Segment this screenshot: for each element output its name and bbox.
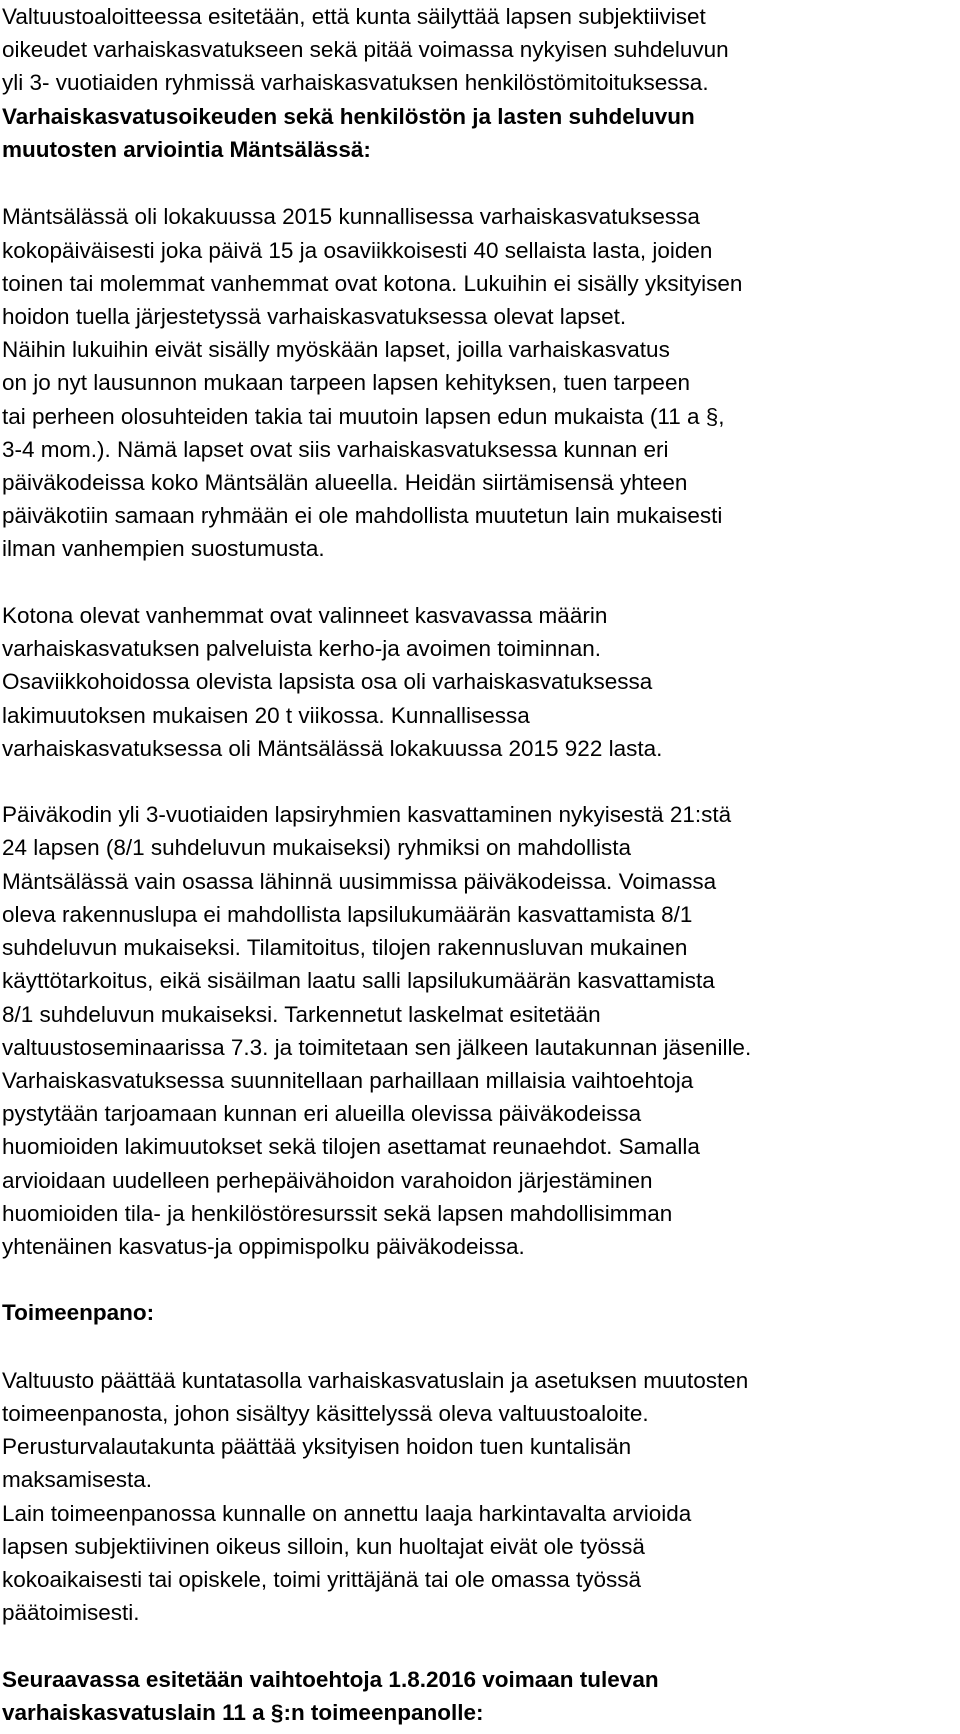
paragraph-line: lapsen subjektiivinen oikeus silloin, kun huoltajat eivät ole työssä	[2, 1533, 645, 1559]
paragraph-line: on jo nyt lausunnon mukaan tarpeen lapsen kehityksen, tuen tarpeen	[2, 370, 690, 396]
paragraph-line: varhaiskasvatuksen palveluista kerho-ja avoimen toiminnan.	[2, 636, 602, 662]
paragraph-line: suhdeluvun mukaiseksi. Tilamitoitus, tilojen rakennusluvan mukainen	[2, 935, 688, 961]
paragraph-line: Varhaiskasvatuksessa suunnitellaan parhaillaan millaisia vaihtoehtoja	[2, 1067, 694, 1093]
paragraph-line: yhtenäinen kasvatus-ja oppimispolku päiväkodeissa.	[2, 1234, 525, 1260]
paragraph-line: päiväkodeissa koko Mäntsälän alueella. Heidän siirtämisensä yhteen	[2, 470, 688, 496]
paragraph-line: Mäntsälässä vain osassa lähinnä uusimmissa päiväkodeissa. Voimassa	[2, 868, 717, 894]
intro-line: yli 3- vuotiaiden ryhmissä varhaiskasvatuksen henkilöstömitoituksessa.	[2, 70, 709, 96]
paragraph-line: hoidon tuella järjestetyssä varhaiskasvatuksessa olevat lapset.	[2, 303, 627, 329]
intro-line: oikeudet varhaiskasvatukseen sekä pitää voimassa nykyisen suhdeluvun	[2, 37, 729, 63]
paragraph-line: maksamisesta.	[2, 1467, 153, 1493]
paragraph-line: toimeenpanosta, johon sisältyy käsittelyssä oleva valtuustoaloite.	[2, 1401, 649, 1427]
paragraph-line: kokopäiväisesti joka päivä 15 ja osaviikkoisesti 40 sellaista lasta, joiden	[2, 237, 713, 263]
section-heading: muutosten arviointia Mäntsälässä:	[2, 136, 371, 162]
section-heading: varhaiskasvatuslain 11 a §:n toimeenpanolle:	[2, 1700, 484, 1725]
paragraph-line: Päiväkodin yli 3-vuotiaiden lapsiryhmien kasvattaminen nykyisestä 21:stä	[2, 802, 732, 828]
paragraph-line: päätoimisesti.	[2, 1600, 140, 1626]
paragraph-line: 24 lapsen (8/1 suhdeluvun mukaiseksi) ryhmiksi on mahdollista	[2, 835, 632, 861]
paragraph-line: pystytään tarjoamaan kunnan eri alueilla olevissa päiväkodeissa	[2, 1101, 642, 1127]
paragraph-line: toinen tai molemmat vanhemmat ovat kotona. Lukuihin ei sisälly yksityisen	[2, 270, 743, 296]
paragraph-line: Näihin lukuihin eivät sisälly myöskään lapset, joilla varhaiskasvatus	[2, 337, 670, 363]
paragraph-line: käyttötarkoitus, eikä sisäilman laatu salli lapsilukumäärän kasvattamista	[2, 968, 715, 994]
paragraph-line: Kotona olevat vanhemmat ovat valinneet kasvavassa määrin	[2, 602, 608, 628]
section-heading: Toimeenpano:	[2, 1300, 155, 1326]
section-heading: Seuraavassa esitetään vaihtoehtoja 1.8.2016 voimaan tulevan	[2, 1666, 659, 1692]
section-heading: Varhaiskasvatusoikeuden sekä henkilöstön ja lasten suhdeluvun	[2, 103, 695, 129]
paragraph-line: Lain toimeenpanossa kunnalle on annettu laaja harkintavalta arvioida	[2, 1500, 692, 1526]
paragraph-line: ilman vanhempien suostumusta.	[2, 536, 325, 562]
paragraph-line: päiväkotiin samaan ryhmään ei ole mahdollista muutetun lain mukaisesti	[2, 503, 723, 529]
paragraph-line: tai perheen olosuhteiden takia tai muutoin lapsen edun mukaista (11 a §,	[2, 403, 725, 429]
paragraph-line: valtuustoseminaarissa 7.3. ja toimitetaan sen jälkeen lautakunnan jäsenille.	[2, 1034, 752, 1060]
paragraph-line: kokoaikaisesti tai opiskele, toimi yrittäjänä tai ole omassa työssä	[2, 1567, 642, 1593]
paragraph-line: huomioiden lakimuutokset sekä tilojen asettamat reunaehdot. Samalla	[2, 1134, 700, 1160]
paragraph-line: 3-4 mom.). Nämä lapset ovat siis varhaiskasvatuksessa kunnan eri	[2, 436, 669, 462]
paragraph-line: Perusturvalautakunta päättää yksityisen hoidon tuen kuntalisän	[2, 1434, 632, 1460]
paragraph-line: Valtuusto päättää kuntatasolla varhaiskasvatuslain ja asetuksen muutosten	[2, 1367, 749, 1393]
paragraph-line: arvioidaan uudelleen perhepäivähoidon varahoidon järjestäminen	[2, 1167, 653, 1193]
paragraph-line: Mäntsälässä oli lokakuussa 2015 kunnallisessa varhaiskasvatuksessa	[2, 204, 700, 230]
paragraph-line: huomioiden tila- ja henkilöstöresurssit sekä lapsen mahdollisimman	[2, 1200, 673, 1226]
paragraph-line: Osaviikkohoidossa olevista lapsista osa oli varhaiskasvatuksessa	[2, 669, 653, 695]
paragraph-line: oleva rakennuslupa ei mahdollista lapsilukumäärän kasvattamista 8/1	[2, 901, 693, 927]
intro-line: Valtuustoaloitteessa esitetään, että kunta säilyttää lapsen subjektiiviset	[2, 4, 706, 30]
paragraph-line: lakimuutoksen mukaisen 20 t viikossa. Kunnallisessa	[2, 702, 530, 728]
paragraph-line: 8/1 suhdeluvun mukaiseksi. Tarkennetut laskelmat esitetään	[2, 1001, 601, 1027]
paragraph-line: varhaiskasvatuksessa oli Mäntsälässä lokakuussa 2015 922 lasta.	[2, 735, 663, 761]
